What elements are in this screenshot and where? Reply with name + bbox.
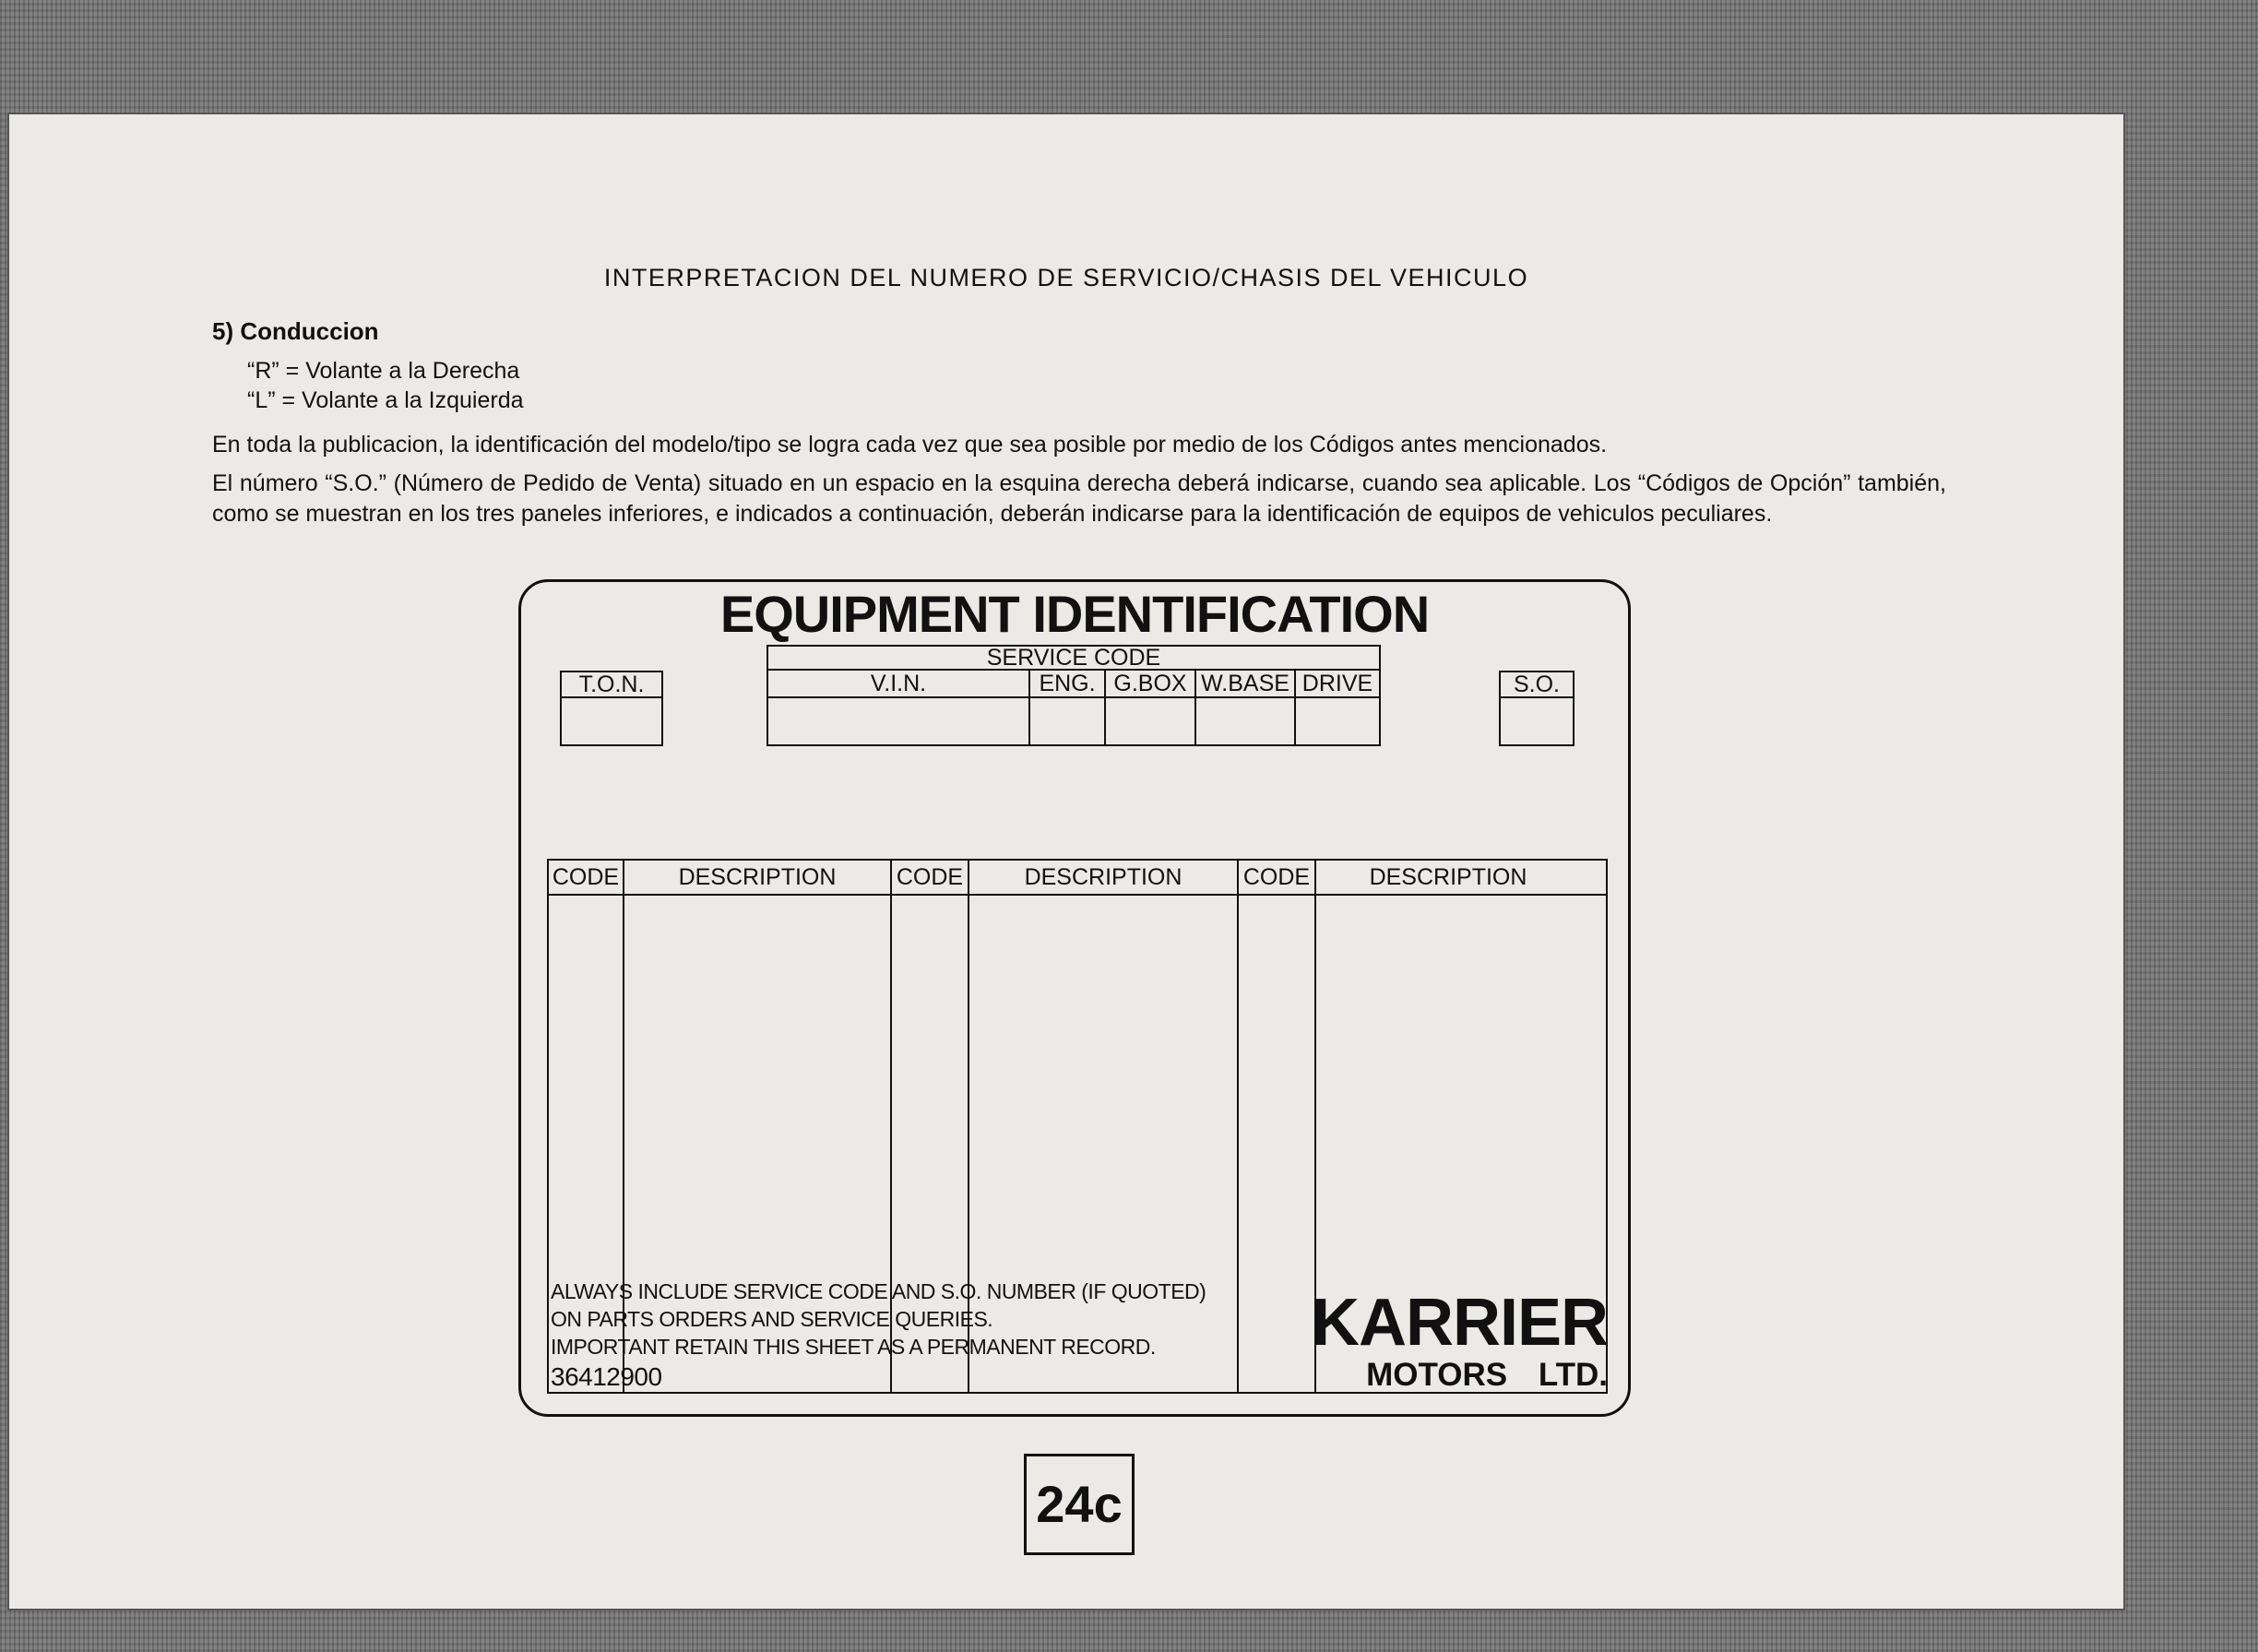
description-column-2 (968, 859, 1239, 1394)
form-number: 36412900 (551, 1362, 662, 1391)
paragraph-1: En toda la publicacion, la identificación del modelo/tipo se logra cada vez que sea posible por medio de los Códigos antes mencionados. (212, 432, 1608, 458)
definition-l: “L” = Volante a la Izquierda (247, 387, 524, 413)
code-header-1: CODE (552, 864, 620, 890)
code-header-3: CODE (1242, 864, 1311, 890)
description-header-2: DESCRIPTION (1024, 864, 1182, 890)
document-page (9, 114, 2123, 1609)
ton-label: T.O.N. (578, 671, 645, 697)
definition-r: “R” = Volante a la Derecha (247, 358, 520, 384)
page-number: 24c (1024, 1454, 1135, 1555)
section-title: 5) Conduccion (212, 317, 379, 345)
description-header-3: DESCRIPTION (1369, 864, 1527, 890)
equipment-identification-form (518, 579, 1631, 1417)
brand-logo: KARRIER (1311, 1286, 1608, 1360)
form-title: EQUIPMENT IDENTIFICATION (719, 585, 1430, 643)
footer-line-1: ALWAYS INCLUDE SERVICE CODE AND S.O. NUMBER (IF QUOTED) (551, 1279, 1206, 1303)
paragraph-2: El número “S.O.” (Número de Pedido de Venta) situado en un espacio en la esquina derecha deberá indicarse, cuando sea aplicable. Los “Códigos de Opción” también, como se muestran en los tres paneles inferiores, e indicados a continuación, deberán indicarse para la identificación de equipos de vehiculos peculiares. (212, 470, 1946, 527)
code-header-2: CODE (896, 864, 964, 890)
vin-label: V.I.N. (870, 671, 927, 696)
gbox-label: G.BOX (1113, 671, 1187, 696)
page-heading: INTERPRETACION DEL NUMERO DE SERVICIO/CHASIS DEL VEHICULO (603, 264, 1529, 291)
code-column-3 (1237, 859, 1316, 1394)
brand-subtitle: MOTORS LTD. (1366, 1357, 1608, 1393)
eng-label: ENG. (1039, 671, 1096, 696)
description-header-1: DESCRIPTION (678, 864, 837, 890)
footer-line-3: IMPORTANT RETAIN THIS SHEET AS A PERMANENT RECORD. (551, 1335, 1156, 1359)
service-code-label: SERVICE CODE (986, 645, 1161, 671)
wbase-label: W.BASE (1201, 671, 1289, 696)
footer-line-2: ON PARTS ORDERS AND SERVICE QUERIES. (551, 1307, 993, 1331)
so-label: S.O. (1513, 671, 1560, 697)
drive-label: DRIVE (1301, 671, 1373, 696)
